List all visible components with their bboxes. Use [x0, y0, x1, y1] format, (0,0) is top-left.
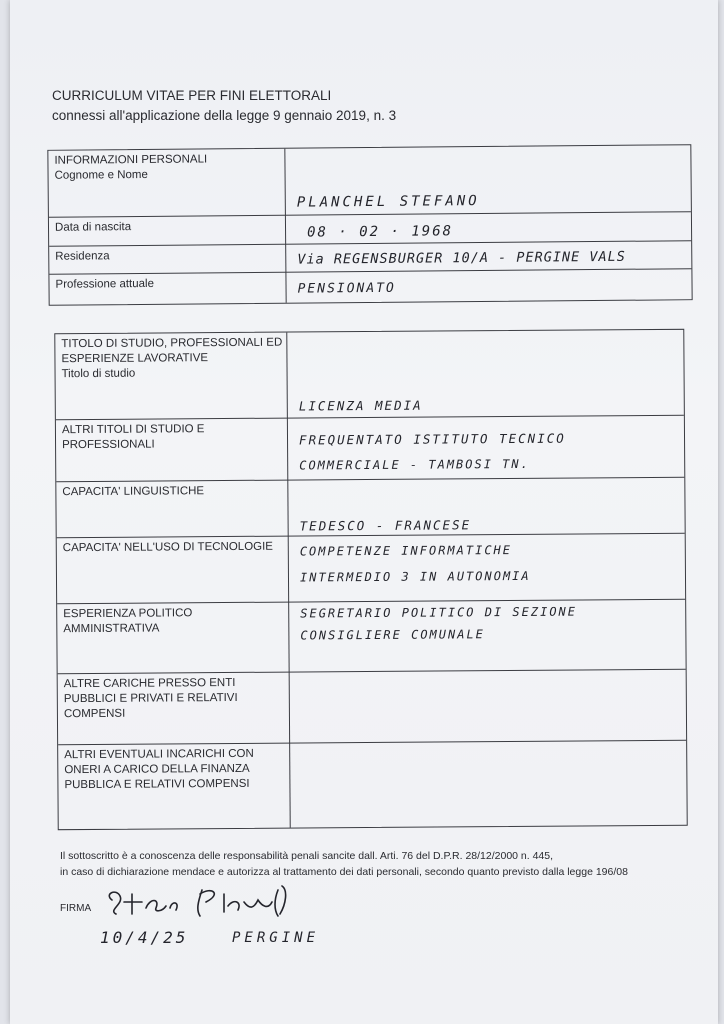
tech-line1: COMPETENZE INFORMATICHE: [299, 543, 513, 559]
tech-line2: INTERMEDIO 3 IN AUTONOMIA: [299, 568, 531, 585]
signature: [102, 880, 302, 924]
study-label: Titolo di studio: [61, 367, 136, 381]
name-value: PLANCHEL STEFANO: [296, 193, 480, 211]
signature-place: PERGINE: [232, 930, 320, 946]
languages-label: CAPACITA' LINGUISTICHE: [62, 485, 205, 499]
personal-section-label: INFORMAZIONI PERSONALI: [54, 153, 208, 167]
other-roles-label: ALTRE CARICHE PRESSO ENTI PUBBLICI E PRIVATI E RELATIVI COMPENSI: [63, 676, 238, 721]
political-row: [57, 600, 685, 674]
birth-value: 08 · 02 · 1968: [306, 223, 454, 241]
political-label: ESPERIENZA POLITICO AMMINISTRATIVA: [63, 607, 193, 636]
study-row: [55, 330, 684, 420]
personal-info-table: [47, 144, 692, 306]
other-titles-line1: FREQUENTATO ISTITUTO TECNICO: [298, 430, 566, 448]
political-line1: SEGRETARIO POLITICO DI SEZIONE: [300, 604, 578, 621]
other-titles-row: [56, 416, 684, 482]
languages-row: [56, 478, 684, 538]
political-line2: CONSIGLIERE COMUNALE: [300, 627, 485, 643]
other-titles-line2: COMMERCIALE - TAMBOSI TN.: [299, 456, 530, 473]
residence-label: Residenza: [55, 250, 110, 263]
signature-date: 10/4/25: [100, 928, 189, 947]
profession-value: PENSIONATO: [297, 280, 396, 297]
education-section-label: TITOLO DI STUDIO, PROFESSIONALI ED ESPERIENZE LAVORATIVE: [61, 336, 283, 366]
other-titles-label: ALTRI TITOLI DI STUDIO E PROFESSIONALI: [61, 423, 205, 452]
birth-label: Data di nascita: [54, 221, 132, 234]
profession-row: [49, 269, 691, 305]
education-table: [54, 329, 687, 830]
residence-value: Via REGENSBURGER 10/A - PERGINE VALS: [297, 248, 626, 268]
other-assignments-row: [58, 741, 687, 829]
legal-notice-line1: Il sottoscritto è a conoscenza delle responsabilità penali sancite dall. Arti. 76 del D.P.R. 28/12/2000 n. 445,: [60, 850, 554, 862]
legal-notice-line2: in caso di dichiarazione mendace e autorizza al trattamento dei dati personali, secondo quanto previsto dalla legge 196/08: [60, 866, 628, 878]
other-assignments-label: ALTRI EVENTUALI INCARICHI CON ONERI A CARICO DELLA FINANZA PUBBLICA E RELATIVI COMPENSI: [64, 747, 254, 792]
tech-label: CAPACITA' NELL'USO DI TECNOLOGIE: [62, 540, 273, 555]
document-subtitle: connessi all'applicazione della legge 9 gennaio 2019, n. 3: [52, 108, 397, 123]
profession-label: Professione attuale: [55, 277, 155, 291]
study-value: LICENZA MEDIA: [298, 397, 423, 414]
name-label: Cognome e Nome: [54, 168, 148, 182]
signature-label: FIRMA: [60, 903, 92, 914]
other-roles-row: [58, 670, 686, 745]
name-row: [48, 145, 691, 218]
languages-value: TEDESCO - FRANCESE: [299, 517, 472, 534]
tech-row: [57, 534, 685, 604]
document-page: [10, 0, 718, 1024]
document-title: CURRICULUM VITAE PER FINI ELETTORALI: [52, 88, 332, 103]
